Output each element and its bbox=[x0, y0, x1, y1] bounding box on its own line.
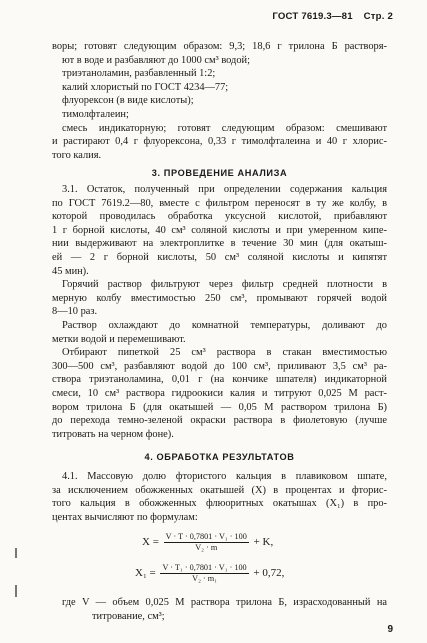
formula-x bbox=[142, 532, 273, 553]
formula-lhs: X₁ = bbox=[135, 567, 156, 580]
text-line: смеси, 10 см³ раствора гидроокиси калия и титруют 0,025 М раст- bbox=[52, 387, 387, 399]
text-line: Отбирают пипеткой 25 см³ раствора в стакан вместимостью bbox=[62, 347, 387, 359]
text-line: которой проводилась обработка уксусной кислотой, прибавляют bbox=[52, 211, 387, 223]
text-line: створа триэтаноламина, 0,01 г (на кончике шпателя) индикаторной bbox=[52, 374, 387, 386]
text-line: калий хлористый по ГОСТ 4234—77; bbox=[62, 81, 229, 93]
fraction-numerator: V · T · 0,7801 · V₁ · 100 bbox=[165, 532, 247, 541]
section4-body bbox=[52, 470, 387, 524]
text-line: Горячий раствор фильтруют через фильтр средней плотности в bbox=[62, 279, 387, 291]
text-line: того кальция в обожженных флюоритных окатышах (X₁) в про- bbox=[52, 498, 387, 510]
text-line: нии выдерживают на электроплитке в течение 30 мин (для окатыш- bbox=[52, 238, 387, 250]
text-line: до перехода темно-зеленой окраски раствора в фиолетовую (лучше bbox=[52, 415, 387, 427]
page-number: 9 bbox=[387, 624, 393, 635]
text-line: ей — 2 г борной кислоты, 50 см³ соляной кислоты и кипятят bbox=[52, 251, 387, 263]
page-label: Стр. 2 bbox=[363, 11, 393, 22]
text-line: по ГОСТ 7619.2—80, вместе с фильтром переносят в ту же колбу, в bbox=[52, 197, 387, 209]
text-line: смесь индикаторную; готовят следующим образом: смешивают bbox=[62, 122, 387, 134]
section-heading: 3. ПРОВЕДЕНИЕ АНАЛИЗА bbox=[151, 168, 288, 178]
text-line: 4.1. Массовую долю фтористого кальция в плавиковом шпате, bbox=[62, 471, 387, 482]
page-header bbox=[264, 11, 393, 22]
margin-mark bbox=[15, 585, 17, 597]
standard-number: ГОСТ 7619.3—81 bbox=[272, 11, 353, 22]
text-line: флуорексон (в виде кислоты); bbox=[62, 95, 194, 107]
text-line: 300—500 см³, разбавляют водой до 100 см³, приливают 3,5 см³ ра- bbox=[52, 360, 387, 372]
margin-mark bbox=[15, 548, 17, 558]
text-line: где V — объем 0,025 М раствора трилона Б, израсходованный на bbox=[62, 597, 387, 608]
fraction-denominator: V₂ · m₁ bbox=[192, 574, 217, 583]
text-line: за исключением обожженных окатышей (X) в процентах и фторис- bbox=[52, 484, 387, 496]
text-line: Раствор охлаждают до комнатной температуры, доливают до bbox=[62, 319, 387, 331]
formula-lhs: X = bbox=[142, 536, 159, 549]
text-line: титрование, см³; bbox=[92, 610, 165, 622]
text-line: триэтаноламин, разбавленный 1:2; bbox=[62, 68, 216, 80]
text-line: вором трилона Б (для окатышей — 0,05 М раствором трилона Б) bbox=[52, 401, 387, 413]
fraction-numerator: V · T₁ · 0,7801 · V₁ · 100 bbox=[162, 563, 247, 572]
section-heading: 4. ОБРАБОТКА РЕЗУЛЬТАТОВ bbox=[144, 452, 295, 462]
formula-fraction bbox=[164, 532, 249, 553]
formula-fraction bbox=[160, 563, 248, 584]
intro-block bbox=[52, 40, 387, 162]
text-line: ют в воде и разбавляют до 1000 см³ водой; bbox=[62, 54, 250, 66]
text-line: титровать на черном фоне). bbox=[52, 428, 174, 440]
text-line: метки водой и перемешивают. bbox=[52, 333, 186, 345]
fraction-denominator: V₂ · m bbox=[195, 543, 218, 552]
text-line: мерную колбу вместимостью 250 см³, промывают горячей водой bbox=[52, 292, 387, 304]
formula-rhs: + 0,72, bbox=[253, 567, 285, 580]
text-line: 45 мин). bbox=[52, 265, 89, 277]
text-line: воры; готовят следующим образом: 9,3; 18,6 г трилона Б растворя- bbox=[52, 41, 387, 52]
where-block bbox=[52, 596, 387, 623]
text-line: тимолфталеин; bbox=[62, 108, 129, 120]
formula-rhs: + K, bbox=[253, 536, 274, 549]
section3-body bbox=[52, 183, 387, 441]
text-line: 1 г борной кислоты, 40 см³ соляной кислоты и при умеренном кипе- bbox=[52, 224, 387, 236]
text-line: 8—10 раз. bbox=[52, 306, 98, 318]
text-line: 3.1. Остаток, полученный при определении содержания кальция bbox=[62, 184, 387, 195]
formula-x1 bbox=[135, 563, 284, 584]
text-line: того калия. bbox=[52, 149, 102, 161]
text-line: и растирают 0,4 г флуорексона, 0,33 г тимолфталеина и 40 г хлорис- bbox=[52, 136, 387, 148]
text-line: центах вычисляют по формулам: bbox=[52, 511, 198, 523]
